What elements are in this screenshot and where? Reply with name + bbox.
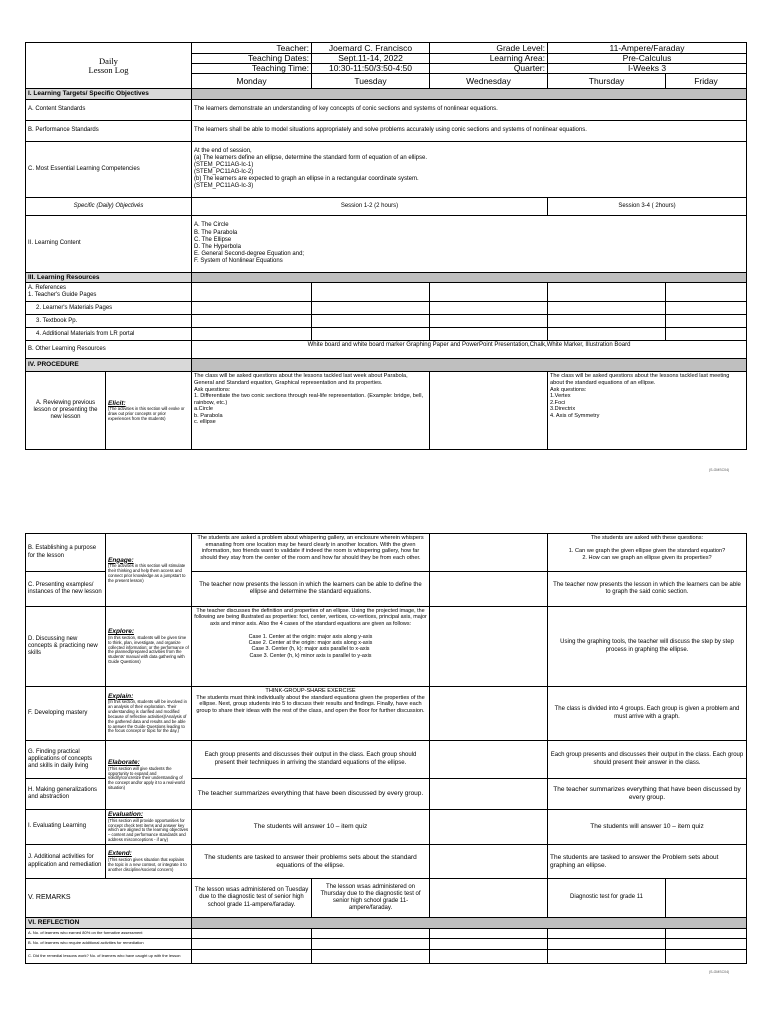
evaluation-note: (This section will provide opportunities for concept check test items and answer key which are aligned to the learning objectives – content and performance standards and address misconceptions - if any) (108, 817, 189, 843)
dates-label: Teaching Dates: (192, 54, 312, 64)
generalizations-label: H. Making generalizations and abstraction (26, 779, 106, 810)
references-label: A. References 1. Teacher's Guide Pages (26, 283, 192, 302)
performance-standards-label: B. Performance Standards (26, 120, 192, 141)
engage-label: Engage: (108, 556, 134, 564)
presenting-examples-label: C. Presenting examples/ instances of the new lesson (26, 572, 106, 607)
teacher-label: Teacher: (192, 43, 312, 54)
reflection-b: B. No. of learners who require additional activities for remediation (26, 938, 192, 949)
learning-content-label: II. Learning Content (26, 215, 192, 272)
establishing-purpose-label: B. Establishing a purpose for the lesson (26, 534, 106, 572)
section-learning-targets: I. Learning Targets/ Specific Objectives (26, 89, 192, 100)
elaborate-label: Elaborate: (108, 759, 140, 767)
page-title: Daily Lesson Log (26, 43, 192, 89)
quarter: I-Weeks 3 (548, 64, 747, 74)
reflection-a: A. No. of learners who earned 80% on the formative assessment (26, 928, 192, 938)
reviewing-monday-text: The class will be asked questions about the lessons tackled last week about Parabola, General and Standard equation, Graphical representation and its properties. Ask questions: 1. Differentiate the two conic sections through real-life representation. (Example: bridge, bell, rainbow, etc.) a.Circle b. Parabola c. ellipse (192, 372, 430, 450)
evaluating-learning-label: I. Evaluating Learning (26, 810, 106, 845)
explain-label: Explain: (108, 692, 134, 700)
applications-monday-text: Each group presents and discusses their output in the class. Each group should present their techniques in arriving the standard equations of the ellipse. (192, 741, 430, 779)
extend-label: Extend: (108, 850, 132, 858)
learning-content-text: A. The Circle B. The Parabola C. The Ellipse D. The Hyperbola E. General Second-degree Equation and; F. System of Nonlinear Equations (192, 215, 747, 272)
explain-note: (In this section, students will be involved in an analysis of their exploration. Their understanding is clarified and modified because of reflective activities)/Analysis of the gathered data and results and be able to answer the Guide Questions leading to the focus concept or topic for the day.) (108, 699, 187, 734)
reviewing-thursday-text: The class will be asked questions about the lessons tackled last meeting about the standard equations of an ellipse. Ask questions: 1.Vertex 2.Foci 3.Directrix 4. Axis of Symmetry (548, 372, 747, 450)
other-resources-text: White board and white board marker Graphing Paper and PowerPoint Presentation,Chalk,White Marker, Illustration Board (192, 341, 747, 359)
examples-thursday-text: The teacher now presents the lesson in which the learners can be able to graph the said conic section. (548, 572, 747, 607)
lesson-log-page-2 (25, 533, 747, 964)
discussing-concepts-label: D. Discussing new concepts & practicing new skills (26, 607, 106, 687)
purpose-thursday-text: The students are asked with these questions: 1. Can we graph the given ellipse given the standard equation? 2. How can we graph an ellipse given its properties? (548, 534, 747, 572)
additional-materials-label: 4. Additional Materials from LR portal (26, 328, 192, 341)
elicit-label: Elicit: (108, 399, 126, 407)
teaching-dates: Sept.11-14, 2022 (312, 54, 430, 64)
elicit-note: (The activities in this section will evoke or draw out prior concepts or prior experiences from the students) (108, 406, 185, 422)
textbook-label: 3. Textbook Pp. (26, 315, 192, 328)
purpose-monday-text: The students are asked a problem about whispering gallery, an enclosure wherein whispers emanating from one location may be heard clearly in another location. With the given information, two friends want to validate if indeed the room is whispering gallery, how far should they stay from the center of the room and how far should they be from each other. (192, 534, 430, 572)
daily-objectives-label: Specific (Daily) Objectivés (26, 197, 192, 215)
day-friday: Friday (666, 74, 747, 89)
discussing-monday-text: The teacher discusses the definition and properties of an ellipse. Using the projected image, the following are being illustrated as properties: foci, center, vertices, co-vertices, principal axis, major axis and minor axis. Also the 4 cases of the standard equations are given as follows: Case 1. Center at the origin: major axis along y-axis Case 2. Center at the origin: major axis along x-axis Case 3. Center (h, k): major axis parallel to x-axis Case 3. Center (h, k) minor axis is parallel to y-axis (192, 607, 430, 687)
day-tuesday: Tuesday (312, 74, 430, 89)
reflection-c: C. Did the remedial lessons work? No. of learners who have caught up with the lesson (26, 949, 192, 963)
section-reflection: VI. REFLECTION (26, 918, 192, 929)
examples-monday-text: The teacher now presents the lesson in which the learners can be able to define the ellipse and determine the standard equations. (192, 572, 430, 607)
generalizations-thursday-text: The teacher summarizes everything that have been discussed by every group. (548, 779, 747, 810)
teacher-name: Joemard C. Francisco (312, 43, 430, 54)
learning-area: Pre-Calculus (548, 54, 747, 64)
extend-note: (This section gives situation that explains the topic in a new context, or integrate it to another discipline/societal concern) (108, 857, 187, 872)
developing-mastery-label: F. Developing mastery (26, 687, 106, 741)
day-monday: Monday (192, 74, 312, 89)
mastery-monday-text: THINK-GROUP-SHARE EXERCISE The students must think individually about the standard equations given the properties of the ellipse. Next, group students into 5 to discuss their results and findings. Finally, have each group to share their ideas with the rest of the class, and open the floor for further discussion. (192, 687, 430, 741)
other-resources-label: B. Other Learning Resources (26, 341, 192, 359)
grade-label: Grade Level: (430, 43, 548, 54)
additional-activities-label: J. Additional activities for application and remediation (26, 845, 106, 879)
additional-thursday-text: The students are tasked to answer the Problem sets about graphing an ellipse. (548, 845, 747, 879)
competencies-text: At the end of session, (a) The learners define an ellipse, determine the standard form of equation of an ellipse. (STEM_PC11AG-Ic-1) (STEM_PC11AG-Ic-2) (b) The learners are expected to graph an ellipse in a rectangular coordinate system. (STEM_PC11AG-Ic-3) (192, 141, 747, 197)
quarter-label: Quarter: (430, 64, 548, 74)
teaching-time: 10:30-11:50/3:50-4:50 (312, 64, 430, 74)
practical-applications-label: G. Finding practical applications of concepts and skills in daily living (26, 741, 106, 779)
applications-thursday-text: Each group presents and discusses their output in the class. Each group should present their answer in the class. (548, 741, 747, 779)
remarks-tuesday-text: The lesson wsas administered on Thursday due to the diagnostic test of senior high school grade 11-ampere/faraday. (312, 879, 430, 918)
evaluating-thursday-text: The students will answer 10 – item quiz (548, 810, 747, 845)
content-standards-text: The learners demonstrate an understanding of key concepts of conic sections and systems of nonlinear equations. (192, 99, 747, 120)
competencies-label: C. Most Essential Learning Competencies (26, 141, 192, 197)
evaluating-monday-text: The students will answer 10 – item quiz (192, 810, 430, 845)
mastery-thursday-text: The class is divided into 4 groups. Each group is given a problem and must arrive with a graph. (548, 687, 747, 741)
day-thursday: Thursday (548, 74, 666, 89)
performance-standards-text: The learners shall be able to model situations appropriately and solve problems accurately using conic sections and systems of nonlinear equations. (192, 120, 747, 141)
remarks-thursday-text: Diagnostic test for grade 11 (548, 879, 666, 918)
generalizations-monday-text: The teacher summarizes everything that have been discussed by every group. (192, 779, 430, 810)
additional-monday-text: The students are tasked to answer their problems sets about the standard equations of the ellipse. (192, 845, 430, 879)
form-code-page-2: (S-GMSC04) (709, 970, 730, 974)
remarks-label: V. REMARKS (26, 879, 192, 918)
lesson-log-page-1 (25, 42, 747, 450)
engage-note: (The activities in this section will stimulate their thinking and help them access and connect prior knowledge as a jumpstart to the present lesson) (108, 563, 186, 583)
discussing-thursday-text: Using the graphing tools, the teacher will discuss the step by step process in graphing the ellipse. (548, 607, 747, 687)
learner-materials-label: 2. Learner's Materials Pages (26, 302, 192, 315)
content-standards-label: A. Content Standards (26, 99, 192, 120)
elaborate-note: (This section will give students the opportunity to expand and solidify/concretize their understanding of the concept and/or apply it to a real-world situation) (108, 765, 185, 791)
section-procedure: IV. PROCEDURE (26, 359, 192, 372)
grade-level: 11-Ampere/Faraday (548, 43, 747, 54)
day-wednesday: Wednesday (430, 74, 548, 89)
session-1-2: Session 1-2 (2 hours) (192, 197, 548, 215)
session-3-4: Session 3-4 ( 2hours) (548, 197, 747, 215)
reviewing-label: A. Reviewing previous lesson or presenting the new lesson (26, 372, 106, 450)
explore-label: Explore: (108, 628, 135, 636)
area-label: Learning Area: (430, 54, 548, 64)
form-code-page-1: (S-GMSC04) (709, 468, 730, 472)
evaluation-label: Evaluation: (108, 811, 144, 819)
explore-note: (In this section, students will be given time to think, plan, investigate, and organize collected information; or the performance of the planned/prepared activities from the students' manual with data gathering with Guide Questions) (108, 634, 189, 664)
remarks-monday-text: The lesson wsas administered on Tuesday due to the diagnostic test of senior high school grade 11-ampere/faraday. (192, 879, 312, 918)
time-label: Teaching Time: (192, 64, 312, 74)
section-learning-resources: III. Learning Resources (26, 272, 192, 283)
